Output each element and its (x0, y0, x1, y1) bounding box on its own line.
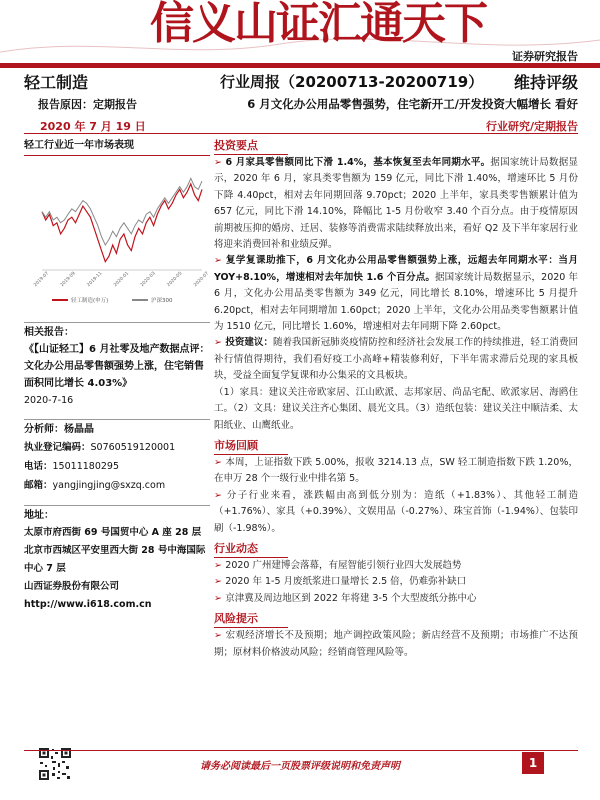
footer-disclaimer: 请务必阅读最后一页股票评级说明和免责声明 (200, 761, 400, 772)
market-item (214, 455, 578, 488)
related-reports-label: 相关报告： (24, 322, 210, 341)
company-name: 山西证券股份有限公司 (24, 581, 120, 592)
chart-legend-label: 轻工制造(申万) (71, 298, 109, 304)
page-number: 1 (522, 752, 544, 774)
phone-row (24, 457, 210, 476)
section-risk: 风险提示 (214, 611, 288, 628)
address-taiyuan: 太原市府西街 69 号国贸中心 A 座 28 层 (24, 527, 202, 538)
paragraph-advice (214, 335, 578, 384)
bullet-arrow-icon: ➢ (214, 630, 226, 642)
chart-x-tick-label: 2019-11 (86, 271, 104, 289)
para3-lead: 投资建议： (225, 337, 273, 349)
market-item-text: 分子行业来看，涨跌幅由高到低分别为：造纸（+1.83%）、其他轻工制造（+1.76%）、家具（+0.39%）、文娱用品（-0.27%）、珠宝首饰（-1.94%）、包装印刷（-1.98%）。 (214, 489, 578, 534)
related-report-link[interactable]: 《【山证轻工】6 月社零及地产数据点评：文化办公用品零售额强势上涨，住宅销售面积同比增长 4.03%》 (24, 344, 210, 389)
bullet-arrow-icon: ➢ (214, 592, 226, 604)
sidebar (24, 134, 210, 614)
bullet-arrow-icon: ➢ (214, 559, 226, 571)
email-row (24, 476, 210, 495)
chart-x-tick-label: 2020-07 (193, 271, 210, 289)
news-item (214, 558, 578, 574)
license-label: 执业登记编码： (24, 442, 91, 453)
para2-body: 据国家统计局数据显示，2020 年 6 月，文化办公用品类零售额为 349 亿元，同比增长 8.10%，增速环比 5 月提升 6.20pct，相对去年同期增加 1.60pct；2020 上半年，文化办公用品类零售额累计值为 1510 亿元，同比增长 1.60%，增速相对去年同期下降 2.60pct。 (214, 271, 578, 333)
email-label: 邮箱： (24, 480, 53, 491)
brand-subtitle: 证券研究报告 (512, 50, 578, 63)
paragraph-stationery (214, 253, 578, 335)
phone-label: 电话： (24, 461, 53, 472)
report-type: 行业周报（20200713-20200719） (220, 73, 484, 91)
news-item (214, 574, 578, 590)
chart-x-tick-label: 2019-07 (33, 271, 51, 289)
sector-title: 轻工制造 (24, 73, 89, 92)
chart-x-tick-label: 2020-05 (166, 271, 184, 289)
risk-item-text: 宏观经济增长不及预期；地产调控政策风险；新店经营不及预期；市场推广不达预期；原材料价格波动风险；经销商管理风险等。 (214, 630, 578, 658)
main-content (214, 134, 578, 661)
email-value[interactable]: yangjingjing@sxzq.com (52, 480, 166, 491)
market-item-text: 本周，上证指数下跌 5.00%，报收 3214.13 点，SW 轻工制造指数下跌 1.20%，在申万 28 个一级行业中排名第 5。 (214, 456, 578, 485)
license-value: S0760519120001 (90, 442, 176, 453)
report-date: 2020 年 7 月 19 日 (40, 120, 146, 133)
bullet-arrow-icon: ➢ (214, 337, 226, 349)
section-highlights: 投资要点 (214, 138, 288, 155)
bullet-arrow-icon: ➢ (214, 157, 226, 168)
analyst-name: 杨晶晶 (64, 424, 94, 435)
bullet-arrow-icon: ➢ (214, 255, 226, 267)
paragraph-picks: （1）家具：建议关注帝欧家居、江山欧派、志邦家居、尚品宅配、欧派家居、海鸥住工。（2）文具：建议关注齐心集团、晨光文具。（3）造纸包装：建议关注中顺洁柔、太阳纸业、山鹰纸业。 (214, 386, 578, 431)
address-label: 地址： (24, 505, 210, 524)
section-industry-news: 行业动态 (214, 541, 288, 558)
news-item-text: 2020 年 1-5 月废纸浆进口量增长 2.5 倍，仍难弥补缺口 (225, 576, 467, 588)
bullet-arrow-icon: ➢ (214, 489, 227, 501)
report-category: 行业研究/定期报告 (485, 120, 578, 133)
report-subtitle: 6 月文化办公用品零售强势，住宅新开工/开发投资大幅增长 看好 (247, 97, 578, 111)
para3-body: 随着我国新冠肺炎疫情防控和经济社会发展工作的持续推进，轻工消费回补行情值得期待，我们看好疫工小高峰+精装修利好，下半年需求滞后兑现的家具板块，受益全面复学复课和办公集采的文具板块。 (214, 337, 578, 382)
news-item-text: 京津冀及周边地区到 2022 年将建 3-5 个大型废纸分拣中心 (225, 592, 477, 604)
analyst-label: 分析师： (24, 424, 64, 435)
news-item (214, 591, 578, 607)
address-beijing: 北京市西城区平安里西大街 28 号中海国际中心 7 层 (24, 545, 206, 574)
market-performance-chart (24, 162, 210, 312)
para2-lead: 复学复课助推下，6 月文化办公用品零售额强势上涨，远超去年同期水平：当月 YOY+8.10%，增速相对去年加快 1.6 个百分点。 (214, 255, 578, 283)
chart-legend-label: 沪深300 (151, 298, 173, 304)
license-row (24, 438, 210, 457)
chart-x-tick-label: 2019-09 (59, 271, 77, 289)
para1-lead: 6 月家具零售额同比下滑 1.4%，基本恢复至去年同期水平。 (225, 157, 491, 168)
bullet-arrow-icon: ➢ (214, 456, 226, 468)
chart-x-tick-label: 2020-01 (113, 271, 131, 289)
chart-x-tick-label: 2020-03 (139, 271, 157, 289)
company-website[interactable]: http://www.i618.com.cn (24, 599, 152, 610)
phone-value: 15011180295 (52, 461, 120, 472)
market-item (214, 488, 578, 537)
chart-title: 轻工行业近一年市场表现 (24, 138, 210, 156)
brand-logo: 信义山证汇通天下 (150, 0, 486, 49)
related-report-date: 2020-7-16 (24, 395, 74, 406)
analyst-row (24, 419, 210, 438)
para1-body: 据国家统计局数据显示，2020 年 6 月，家具类零售额为 159 亿元，同比下滑 1.40%，增速环比 5 月份下降 4.40pct，相对去年同期回落 9.70pct；2020 上半年，家具类零售额累计值为 657 亿元，同比下滑 14.10%，降幅比 1-5 月份收窄 3.40 个百分点。由于疫情原因前期被压抑的婚房、迁居、装修等消费需求陆续释放出来，看好 Q2 及下半年家居行业将迎来消费回补和业绩反弹。 (214, 157, 578, 251)
section-market-review: 市场回顾 (214, 438, 288, 455)
rating: 维持评级 (513, 73, 578, 92)
header-rule (0, 63, 600, 68)
news-item-text: 2020 广州建博会落幕，有屋智能引领行业四大发展趋势 (225, 559, 462, 571)
bullet-arrow-icon: ➢ (214, 576, 226, 588)
risk-item (214, 628, 578, 661)
paragraph-furniture (214, 155, 578, 253)
footer-rule (24, 750, 578, 751)
report-reason: 报告原因：定期报告 (38, 98, 137, 111)
